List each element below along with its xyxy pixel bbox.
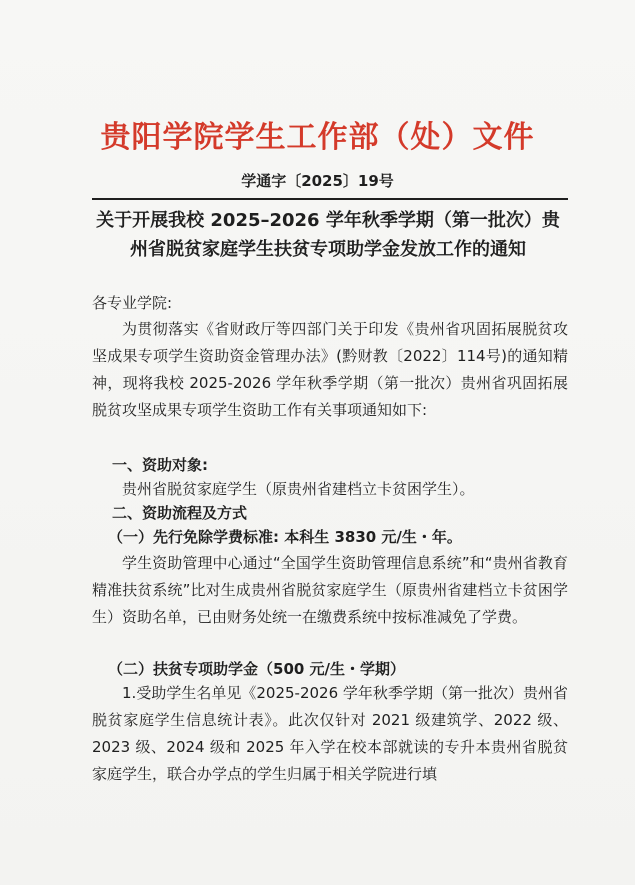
document-header-title: 贵阳学院学生工作部（处）文件: [100, 120, 535, 155]
header-separator-line: [92, 198, 568, 200]
paragraph-intro: 为贯彻落实《省财政厅等四部门关于印发《贵州省巩固拓展脱贫攻坚成果专项学生资助资金管理办法》(黔财教〔2022〕114号)的通知精神，现将我校 2025-2026 学年秋季学期（第一批次）贵州省巩固拓展脱贫攻坚成果专项学生资助工作有关事项通知如下:: [92, 320, 568, 419]
paragraph-grant-list: 1.受助学生名单见《2025-2026 学年秋季学期（第一批次）贵州省脱贫家庭学生信息统计表》。此次仅针对 2021 级建筑学、2022 级、2023 级、2024 级和 2025 年入学在校本部就读的专升本贵州省脱贫家庭学生，联合办学点的学生归属于相关学院进行填: [92, 684, 568, 783]
notice-title: 关于开展我校 2025–2026 学年秋季学期（第一批次）贵州省脱贫家庭学生扶贫专项助学金发放工作的通知: [96, 210, 560, 260]
section-heading-1: 一、资助对象:: [112, 456, 208, 474]
paragraph-aid-target: 贵州省脱贫家庭学生（原贵州省建档立卡贫困学生）。: [122, 480, 475, 498]
addressee: 各专业学院:: [92, 294, 173, 312]
subsection-heading-tuition: （一）先行免除学费标准: 本科生 3830 元/生・年。: [108, 528, 462, 546]
section-heading-2: 二、资助流程及方式: [112, 504, 248, 522]
document-number: 学通字〔2025〕19号: [241, 172, 394, 190]
paragraph-tuition-waiver: 学生资助管理中心通过“全国学生资助管理信息系统”和“贵州省教育精准扶贫系统”比对生成贵州省脱贫家庭学生（原贵州省建档立卡贫困学生）资助名单，已由财务处统一在缴费系统中按标准减免了学费。: [92, 554, 568, 626]
subsection-heading-grant: （二）扶贫专项助学金（500 元/生・学期）: [108, 660, 406, 678]
